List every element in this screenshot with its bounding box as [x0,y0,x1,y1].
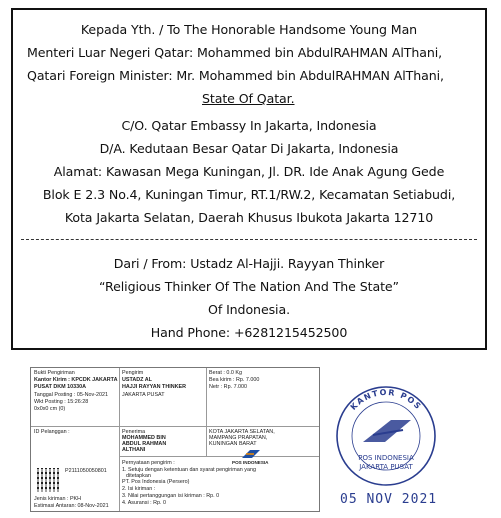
address-label [11,8,487,350]
sender-heading: Pengirim [122,370,144,376]
statement-company: PT. Pos Indonesia (Persero) [122,479,190,485]
logo-text: POS INDONESIA [232,460,269,465]
receipt-office: Kantor Kirim : KPCDK JAKARTA [34,377,118,383]
recipient-country: State Of Qatar. [202,91,295,106]
sender-phone: Hand Phone: +6281215452500 [150,325,348,340]
estimated-delivery: Estimasi Antaran: 08-Nov-2021 [34,503,109,509]
recipient-name-en: Qatari Foreign Minister: Mr. Mohammed bin AbdulRAHMAN AlThani, [27,68,444,83]
sender-name-2: HAJJI RAYYAN THINKER [122,384,187,390]
weight: Berat : 0.0 Kg [209,370,242,376]
address-line-1: Alamat: Kawasan Mega Kuningan, Jl. DR. Ide Anak Agung Gede [53,164,445,179]
customer-id: ID Pelanggan : [34,429,70,435]
receipt-date: Tanggal Posting : 05-Nov-2021 [34,392,109,398]
salutation-line: Kepada Yth. / To The Honorable Handsome Young Man [80,22,418,37]
statement-4: 4. Asuransi : Rp. 0 [122,500,167,506]
postal-receipt [30,367,320,512]
statement-heading: Pernyataan pengirim : [122,460,175,466]
bird-emblem-icon [363,420,411,442]
recipient-name-1: MOHAMMED BIN [122,435,166,441]
statement-2: 2. Isi kiriman : [122,486,156,492]
barcode-number: P2111050050801 [65,468,107,474]
sender-city: JAKARTA PUSAT [122,392,165,398]
receipt-heading: Bukti Pengiriman [34,370,75,376]
sender-title: “Religious Thinker Of The Nation And The State” [99,279,399,294]
recipient-name-2: ABDUL RAHMAN [122,441,167,447]
statement-1b: ditetapkan [126,473,151,479]
stamp-top-text: KANTOR POS [348,387,424,412]
pos-indonesia-logo-icon [240,448,262,460]
care-of-id: D/A. Kedutaan Besar Qatar Di Jakarta, Indonesia [99,141,399,156]
care-of-en: C/O. Qatar Embassy In Jakarta, Indonesia [121,118,377,133]
sender-line: Dari / From: Ustadz Al-Hajji. Rayyan Thinker [113,256,385,271]
svg-text:KANTOR POS [349,388,424,412]
net-fee: Netr : Rp. 7.000 [209,384,248,390]
statement-3: 3. Nilai pertanggungan isi kiriman : Rp. 0 [122,493,220,499]
stamp-bottom-1: POS INDONESIA [358,454,414,462]
recipient-area-3: KUNINGAN BARAT [209,441,257,447]
recipient-area-1: KOTA JAKARTA SELATAN, [209,429,275,435]
stamp-bottom-2: JAKARTA PUSAT [359,463,413,471]
receipt-office-code: PUSAT DKM 10330A [34,384,87,390]
receipt-dimensions: 0x0x0 cm (0) [34,406,66,412]
separator [21,239,477,240]
recipient-name-3: ALTHANI [122,447,146,453]
sender-country: Of Indonesia. [208,302,290,317]
stamp-date: 05 NOV 2021 [340,492,438,507]
address-line-3: Kota Jakarta Selatan, Daerah Khusus Ibukota Jakarta 12710 [64,210,434,225]
postage-fee: Bea kirim : Rp. 7.000 [209,377,260,383]
statement-1: 1. Setuju dengan ketentuan dan syarat pengiriman yang [122,467,256,473]
shipment-type: Jenis kiriman : PKH [34,496,82,502]
receipt-time: Wkt Posting : 15:26:28 [34,399,89,405]
sender-name-1: USTADZ AL [122,377,152,383]
recipient-name-id: Menteri Luar Negeri Qatar: Mohammed bin AbdulRAHMAN AlThani, [27,45,443,60]
recipient-area-2: MAMPANG PRAPATAN, [209,435,268,441]
postmark-stamp [333,380,439,486]
address-line-2: Blok E 2.3 No.4, Kuningan Timur, RT.1/RW.2, Kecamatan Setiabudi, [42,187,456,202]
recipient-heading: Penerima [122,429,146,435]
